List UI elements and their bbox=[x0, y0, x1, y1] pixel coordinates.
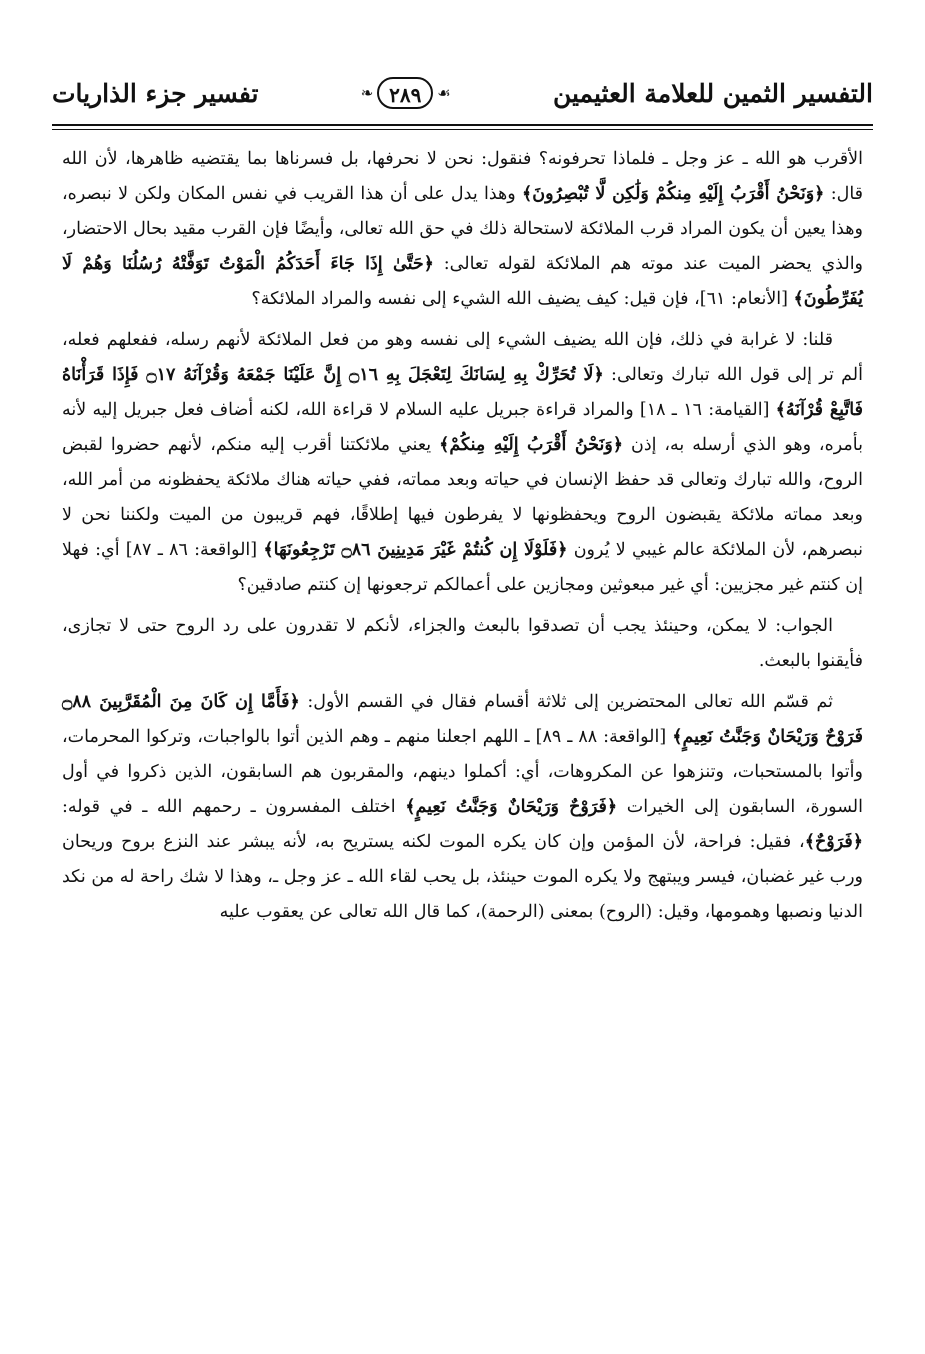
body-text: يعني ملائكتنا أقرب إليه منكم، لأنهم حضروا لقبض الروح، والله تبارك وتعالى قد حفظ الإنسان في حياته وبعد مماته، ففي حياته هناك ملائكة يحفظونه من أمر الله، وبعد مماته ملائكة يقبضون الروح ويحفظونها لا يفرطون فيها إطلاقًا، فهم قريبون من الميت ولكننا نحن لا نبصرهم، لأن الملائكة عالم غيبي لا يُرون bbox=[62, 435, 863, 560]
body-text: [الواقعة: ٨٦ ـ ٨٧] أي: فهلا إن كنتم غير مجزيين: أي غير مبعوثين ومجازين على أعمالكم ترجعونها إن كنتم صادقين؟ bbox=[62, 540, 863, 595]
ornament-right-icon: ☙ bbox=[437, 83, 451, 102]
body-text: قلنا: لا غرابة في ذلك، فإن الله يضيف الشيء إلى نفسه وهو من فعل الملائكة لأنهم رسله، ففعلهم فعله، ألم تر إلى قول الله تبارك وتعالى: bbox=[62, 330, 863, 385]
book-title: التفسير الثمين للعلامة العثيمين bbox=[552, 78, 873, 108]
page-number: ٢٨٩ bbox=[377, 77, 433, 109]
quran-verse: ﴿وَنَحْنُ أَقْرَبُ إِلَيْهِ مِنكُمْ﴾ bbox=[439, 435, 624, 455]
body-text: وهذا يدل على أن هذا القريب في نفس المكان ولكن لا نبصره، وهذا يعين أن يكون المراد قرب الملائكة لاستحالة ذلك في حق الله تعالى، وأيضًا فإن القرب مقيد بحال الاحتضار، والذي يحضر الميت عند موته هم الملائكة لقوله تعالى: bbox=[62, 184, 864, 274]
running-header bbox=[52, 62, 873, 124]
body-text: الجواب: لا يمكن، وحينئذ يجب أن تصدقوا بالبعث والجزاء، لأنكم لا تقدرون على رد الروح حتى لا تجازى، فأيقنوا بالبعث. bbox=[62, 616, 863, 671]
page-body bbox=[62, 142, 863, 936]
paragraph-p1 bbox=[62, 142, 863, 317]
quran-verse: ﴿وَنَحْنُ أَقْرَبُ إِلَيْهِ مِنكُمْ وَلَٰكِن لَّا تُبْصِرُونَ﴾ bbox=[521, 184, 825, 204]
body-text: الأقرب هو الله ـ عز وجل ـ فلماذا تحرفونه؟ فنقول: نحن لا نحرفها، بل فسرناها بما يقتضيه ظاهرها، لأن الله قال: bbox=[62, 149, 864, 204]
paragraph-p2 bbox=[62, 323, 863, 603]
header-rule-thin bbox=[52, 129, 873, 130]
quran-verse: ﴿لَا تُحَرِّكْ بِهِ لِسَانَكَ لِتَعْجَلَ بِهِ ۝١٦ إِنَّ عَلَيْنَا جَمْعَهُ وَقُرْآنَهُ ۝١٧ فَإِذَا قَرَأْنَاهُ فَاتَّبِعْ قُرْآنَهُ﴾ bbox=[62, 365, 863, 420]
body-text: اختلف المفسرون ـ رحمهم الله ـ في قوله: bbox=[62, 797, 406, 817]
quran-verse: ﴿فَأَمَّا إِن كَانَ مِنَ الْمُقَرَّبِينَ ۝٨٨ فَرَوْحٌ وَرَيْحَانٌ وَجَنَّتُ نَعِيمٍ﴾ bbox=[62, 692, 864, 747]
quran-verse: ﴿حَتَّىٰ إِذَا جَاءَ أَحَدَكُمُ الْمَوْتُ تَوَفَّتْهُ رُسُلُنَا وَهُمْ لَا يُفَرِّطُونَ﴾ bbox=[62, 254, 863, 309]
ornament-left-icon: ❧ bbox=[360, 83, 374, 102]
body-text: [القيامة: ١٦ ـ ١٨] والمراد قراءة جبريل عليه السلام لا قراءة الله، لكنه أضاف فعل جبريل إليه لأنه بأمره، وهو الذي أرسله به، إذن bbox=[62, 400, 863, 455]
paragraph-p3 bbox=[62, 609, 863, 679]
body-text: ، فقيل: فراحة، لأن المؤمن وإن كان يكره الموت لكنه يستريح به، لأنه يبشر عند النزع بروح وريحان ورب غير غضبان، فيسر ويبتهج ولا يكره الموت حينئذ، بل يحب لقاء الله ـ عز وجل ـ، وهذا لا شك راحة له من نكد الدنيا ونصبها وهمومها، وقيل: (الروح) بمعنى (الرحمة)، كما قال الله تعالى عن يعقوب عليه bbox=[62, 832, 863, 922]
body-text: [الأنعام: ٦١]، فإن قيل: كيف يضيف الله الشيء إلى نفسه والمراد الملائكة؟ bbox=[251, 289, 794, 309]
paragraph-p4 bbox=[62, 685, 863, 930]
header-rule-thick bbox=[52, 124, 873, 126]
body-text: [الواقعة: ٨٨ ـ ٨٩] ـ اللهم اجعلنا منهم ـ وهم الذين أتوا بالواجبات، وتركوا المحرمات، وأتوا بالمستحبات، وتنزهوا عن المكروهات، أي: أكملوا دينهم، والمقربون هم السابقون، الذين ذكروا في أول السورة، السابقون إلى الخيرات bbox=[62, 727, 864, 817]
quran-verse: ﴿فَلَوْلَا إِن كُنتُمْ غَيْرَ مَدِينِينَ ۝٨٦ تَرْجِعُونَهَا﴾ bbox=[263, 540, 568, 560]
quran-verse: ﴿فَرَوْحٌ وَرَيْحَانٌ وَجَنَّتُ نَعِيمٍ﴾ bbox=[405, 797, 618, 817]
body-text: ثم قسّم الله تعالى المحتضرين إلى ثلاثة أقسام فقال في القسم الأول: bbox=[299, 692, 833, 712]
surah-section-title: تفسير جزء الذاريات bbox=[52, 78, 259, 108]
quran-verse: ﴿فَرَوْحٌ﴾ bbox=[804, 832, 863, 852]
page-number-ornament bbox=[361, 77, 451, 109]
